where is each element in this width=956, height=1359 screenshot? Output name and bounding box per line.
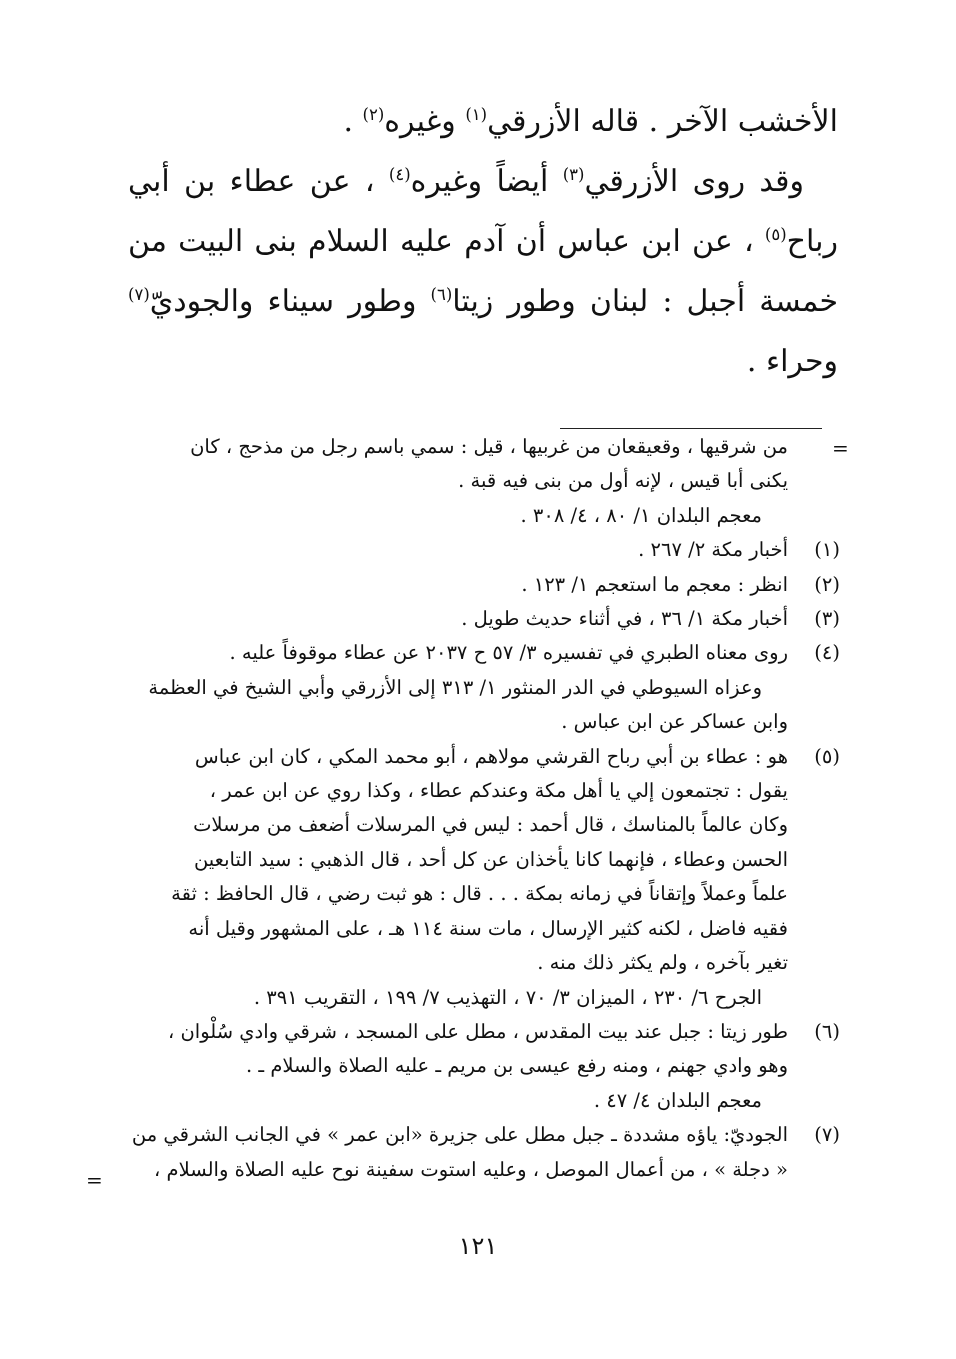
footnote-body	[128, 1015, 788, 1118]
footnote-ref: (٢)	[362, 105, 385, 124]
main-text-run: وطور سيناء والجوديّ	[149, 284, 431, 319]
footnote-line: أخبار مكة ٢/ ٢٦٧ .	[638, 538, 788, 562]
footnote-number: (٧)	[814, 1123, 840, 1147]
footnote-body	[128, 533, 788, 567]
footnote-ref: (٧)	[128, 285, 150, 304]
main-text	[128, 92, 838, 392]
main-text-run: وحراء .	[746, 344, 838, 379]
footnote-line: « دجلة » ، من أعمال الموصل ، وعليه استوت سفينة نوح عليه الصلاة والسلام ،	[154, 1157, 788, 1181]
footnote-3	[128, 602, 840, 636]
footnote-line: يقول : تجتمعون إلي يا أهل مكة وعندكم عطاء ، وكذا روي عن ابن عمر ،	[209, 779, 788, 803]
footnote-line: الحسن وعطاء ، فإنهما كانا يأخذان عن كل أحد ، قال الذهبي : سيد التابعين	[193, 847, 788, 871]
footnote-5	[128, 740, 840, 1015]
continuation-mark-top: =	[832, 436, 849, 460]
footnote-line: يكنى أبا قيس ، لإنه أول من بنى فيه قبة .	[458, 469, 788, 493]
footnote-source: معجم البلدان ٤/ ٤٧ .	[593, 1088, 762, 1112]
main-text-run: ، عن عطاء بن أبي رباح	[128, 164, 838, 259]
footnote-line: روى معناه الطبري في تفسيره ٣/ ٥٧ ح ٢٠٣٧ عن عطاء موقوفاً عليه .	[229, 641, 788, 665]
main-text-run: وغيره	[384, 104, 466, 139]
footnote-line: وابن عساكر عن ابن عباس .	[561, 710, 788, 734]
footnote-ref: (٦)	[430, 285, 453, 304]
footnote-ref: (٣)	[562, 165, 585, 184]
footnote-line: علماً وعملاً وإتقاناً في زمانه بمكة . . . قال : هو ثبت رضي ، قال الحافظ : ثقة	[171, 882, 788, 906]
footnote-line: انظر : معجم ما استعجم ١/ ١٢٣ .	[521, 572, 788, 596]
footnote-6	[128, 1015, 840, 1118]
page-number: ١٢١	[458, 1232, 498, 1260]
footnote-2	[128, 568, 840, 602]
footnote-line: وعزاه السيوطي في الدر المنثور ١/ ٣١٣ إلى الأزرقي وأبي الشيخ في العظمة	[148, 675, 762, 699]
footnote-line: فقيه فاضل ، لكنه كثير الإرسال ، مات سنة ١١٤ هـ ، على المشهور وقيل أنه	[188, 916, 788, 940]
footnote-body	[128, 636, 788, 739]
main-text-run: الأخشب الآخر . قاله الأزرقي	[487, 104, 838, 139]
footnote-number: (١)	[814, 538, 840, 562]
footnote-body	[128, 430, 788, 533]
footnote-4	[128, 636, 840, 739]
footnote-1	[128, 533, 840, 567]
footnotes	[128, 430, 840, 1187]
footnote-body	[128, 1118, 788, 1187]
main-text-run: أيضاً وغيره	[410, 164, 563, 199]
footnote-number: (٦)	[814, 1019, 840, 1043]
footnote-line: طور زيتا : جبل عند بيت المقدس ، مطل على المسجد ، شرقي وادي سُلْوان ،	[167, 1019, 788, 1043]
footnote-ref: (٥)	[764, 225, 787, 244]
main-paragraph-1	[128, 92, 838, 152]
footnote-line: الجوديّ: ياؤه مشددة ـ جبل مطل على جزيرة «ابن عمر » في الجانب الشرقي من	[131, 1123, 788, 1147]
footnote-number: (٤)	[814, 641, 840, 665]
footnote-continued	[128, 430, 840, 533]
footnote-number: (٣)	[814, 607, 840, 631]
footnote-line: هو : عطاء بن أبي رباح القرشي مولاهم ، أبو محمد المكي ، كان ابن عباس	[194, 744, 788, 768]
footnote-line: وكان عالماً بالمناسك ، قال أحمد : ليس في المرسلات أضعف من مرسلات	[193, 813, 788, 837]
footnote-line: تغير بآخره ، ولم يكثر ذلك منه .	[537, 951, 788, 975]
footnote-ref: (٤)	[388, 165, 411, 184]
main-text-run: .	[343, 104, 363, 139]
footnote-number: (٢)	[814, 572, 840, 596]
footnote-separator	[560, 428, 822, 429]
footnote-ref: (١)	[465, 105, 488, 124]
footnote-source: الجرح ٦/ ٢٣٠ ، الميزان ٣/ ٧٠ ، التهذيب ٧/ ١٩٩ ، التقريب ٣٩١ .	[253, 985, 762, 1009]
footnote-body	[128, 602, 788, 636]
footnote-body	[128, 740, 788, 1015]
footnote-7	[128, 1118, 840, 1187]
main-text-run: وقد روى الأزرقي	[584, 164, 804, 199]
footnote-source: معجم البلدان ١/ ٨٠ ، ٤/ ٣٠٨ .	[520, 503, 762, 527]
footnote-line: أخبار مكة ١/ ٣٦ ، في أثناء حديث طويل .	[461, 607, 788, 631]
main-paragraph-2	[128, 152, 838, 392]
footnote-line: وهو وادي جهنم ، ومنه رفع عيسى بن مريم ـ عليه الصلاة والسلام ـ .	[246, 1054, 788, 1078]
footnote-line: من شرقيها ، وقعيقعان من غربيها ، قيل : سمي باسم رجل من مذحج ، كان	[190, 435, 788, 458]
main-text-run: ، عن ابن عباس أن آدم عليه السلام بنى البيت من خمسة أجبل : لبنان وطور زيتا	[128, 224, 838, 319]
continuation-mark-bottom: =	[86, 1168, 103, 1192]
footnote-body	[128, 568, 788, 602]
footnote-number: (٥)	[814, 744, 840, 768]
